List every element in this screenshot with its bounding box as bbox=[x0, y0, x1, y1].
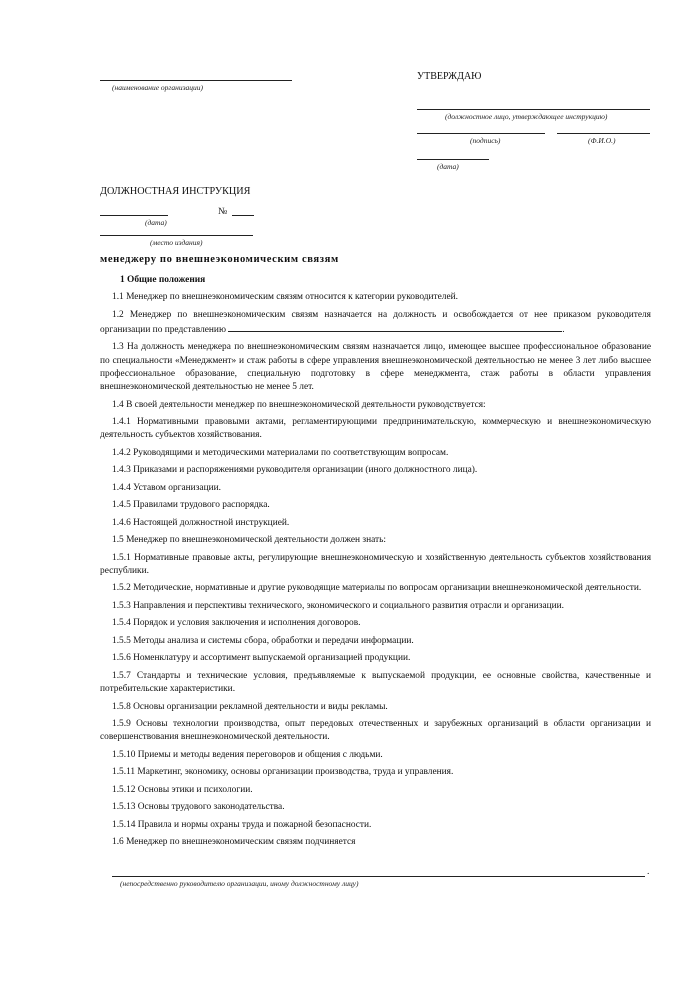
clause-1-6: 1.6 Менеджер по внешнеэкономическим связям подчиняется bbox=[112, 837, 356, 848]
document-place-line[interactable] bbox=[100, 235, 253, 236]
clause-1-5-5: 1.5.5 Методы анализа и системы сбора, обработки и передачи информации. bbox=[112, 635, 414, 646]
clause-1-5-14: 1.5.14 Правила и нормы охраны труда и пожарной безопасности. bbox=[112, 819, 372, 830]
clause-1-5-11: 1.5.11 Маркетинг, экономику, основы организации производства, труда и управления. bbox=[112, 767, 454, 778]
section-general-provisions bbox=[100, 274, 651, 854]
approver-position-line[interactable] bbox=[417, 109, 650, 110]
clause-1-4-4: 1.4.4 Уставом организации. bbox=[112, 482, 221, 493]
fio-line[interactable] bbox=[557, 133, 650, 134]
clause-1-5-6: 1.5.6 Номенклатуру и ассортимент выпускаемой организацией продукции. bbox=[112, 653, 411, 664]
signature-caption: (подпись) bbox=[470, 136, 501, 145]
approval-date-caption: (дата) bbox=[437, 162, 459, 171]
clause-1-5-4: 1.5.4 Порядок и условия заключения и исполнения договоров. bbox=[112, 618, 361, 629]
clause-1-3: 1.3 На должность менеджера по внешнеэкономическим связям назначается лицо, имеющее высшее профессиональное образование по специальности «Менеджмент» и стаж работы в сфере управления внешнеэкономической деятельностью не менее 3 лет либо высшее профессиональное образование, специальную подготовку в сфере менеджмента, стаж работы в области управления внешнеэкономической деятельностью не менее 5 лет. bbox=[100, 342, 651, 393]
approver-position-caption: (должностное лицо, утверждающее инструкцию) bbox=[445, 112, 608, 121]
document-place-caption: (место издания) bbox=[150, 238, 203, 247]
clause-1-4-2: 1.4.2 Руководящими и методическими материалами по соответствующим вопросам. bbox=[112, 447, 449, 458]
fio-caption: (Ф.И.О.) bbox=[588, 136, 616, 145]
document-subtitle: менеджеру по внешнеэкономическим связям bbox=[100, 254, 339, 265]
organization-name-caption: (наименование организации) bbox=[112, 83, 204, 92]
document-date-caption: (дата) bbox=[145, 218, 167, 227]
clause-1-2 bbox=[100, 309, 651, 337]
clause-1-5-1: 1.5.1 Нормативные правовые акты, регулирующие внешнеэкономическую и хозяйственную деятельность субъектов хозяйствования республики. bbox=[100, 552, 651, 576]
clause-1-4-1: 1.4.1 Нормативными правовыми актами, регламентирующими предпринимательскую, коммерческую и внешнеэкономическую деятельность субъектов хозяйствования. bbox=[100, 417, 651, 441]
organization-name-line[interactable] bbox=[100, 80, 292, 81]
number-sign: № bbox=[218, 206, 228, 217]
clause-1-5-10: 1.5.10 Приемы и методы ведения переговоров и общения с людьми. bbox=[112, 749, 383, 760]
clause-1-2-end: . bbox=[562, 324, 565, 335]
clause-1-2-fill-line[interactable] bbox=[228, 322, 562, 332]
subordination-fill-line[interactable] bbox=[112, 876, 645, 877]
clause-1-5: 1.5 Менеджер по внешнеэкономической деятельности должен знать: bbox=[112, 535, 387, 546]
clause-1-4-6: 1.4.6 Настоящей должностной инструкцией. bbox=[112, 517, 290, 528]
clause-1-5-2: 1.5.2 Методические, нормативные и другие руководящие материалы по вопросам организации внешнеэкономической деятельности. bbox=[112, 583, 642, 594]
clause-1-5-12: 1.5.12 Основы этики и психологии. bbox=[112, 784, 253, 795]
subordination-caption: (непосредственно руководителю организации, иному должностному лицу) bbox=[120, 879, 359, 888]
clause-1-4-5: 1.4.5 Правилами трудового распорядка. bbox=[112, 500, 270, 511]
document-title: ДОЛЖНОСТНАЯ ИНСТРУКЦИЯ bbox=[100, 186, 251, 197]
clause-1-5-13: 1.5.13 Основы трудового законодательства. bbox=[112, 802, 285, 813]
section-heading: 1 Общие положения bbox=[120, 275, 206, 285]
document-date-line[interactable] bbox=[100, 215, 168, 216]
approval-date-line[interactable] bbox=[417, 159, 489, 160]
signature-line[interactable] bbox=[417, 133, 545, 134]
clause-1-4-3: 1.4.3 Приказами и распоряжениями руководителя организации (иного должностного лица). bbox=[112, 465, 478, 476]
clause-1-1: 1.1 Менеджер по внешнеэкономическим связям относится к категории руководителей. bbox=[112, 292, 459, 303]
subordination-end: . bbox=[647, 866, 650, 877]
clause-1-2-text: 1.2 Менеджер по внешнеэкономическим связям назначается на должность и освобождается от нее приказом руководителя организации по представлению bbox=[100, 309, 651, 335]
approve-label: УТВЕРЖДАЮ bbox=[417, 71, 482, 82]
clause-1-5-8: 1.5.8 Основы организации рекламной деятельности и виды рекламы. bbox=[112, 701, 388, 712]
clause-1-5-9: 1.5.9 Основы технологии производства, опыт передовых отечественных и зарубежных организаций в области организации и совершенствования внешнеэкономической деятельности. bbox=[100, 719, 651, 743]
clause-1-5-7: 1.5.7 Стандарты и технические условия, предъявляемые к выпускаемой продукции, ее основные свойства, качественные и потребительские характеристики. bbox=[100, 670, 651, 695]
clause-1-4: 1.4 В своей деятельности менеджер по внешнеэкономической деятельности руководствуется: bbox=[112, 399, 486, 410]
document-number-line[interactable] bbox=[232, 215, 254, 216]
clause-1-5-3: 1.5.3 Направления и перспективы технического, экономического и социального развития отрасли и организации. bbox=[112, 600, 565, 611]
